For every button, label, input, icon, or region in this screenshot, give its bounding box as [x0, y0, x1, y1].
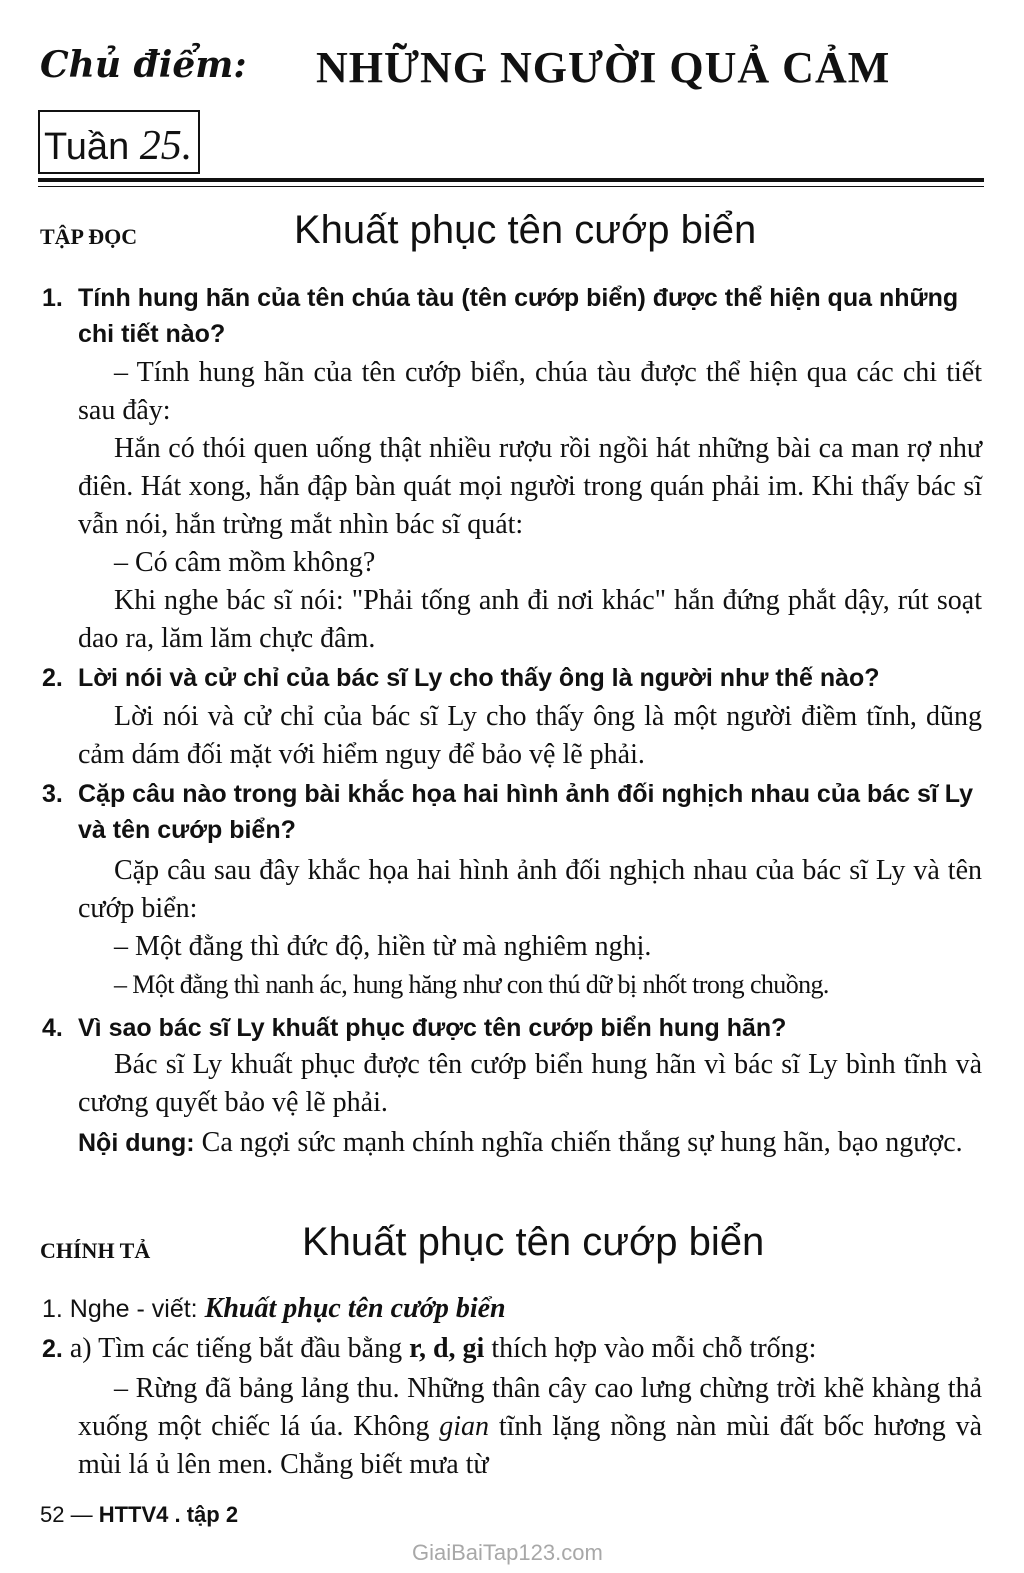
question-3 — [42, 776, 982, 848]
answer-2: Lời nói và cử chỉ của bác sĩ Ly cho thấy ông là một người điềm tĩnh, dũng cảm dám đối mặt với hiểm nguy để bảo vệ lẽ phải. — [78, 701, 982, 770]
question-4 — [42, 1010, 982, 1046]
spelling-passage-pre: – Rừng đã bảng lảng thu. Những thân cây cao lưng chừng trời khẽ khàng thả xuống một chiếc lá úa. Không — [78, 1373, 982, 1442]
week-label: Tuần — [44, 126, 130, 168]
spelling-passage — [78, 1370, 982, 1484]
section-label-spelling: CHÍNH TẢ — [40, 1238, 151, 1263]
question-1-number: 1. — [42, 284, 63, 312]
topic-label: Chủ điểm: — [40, 44, 247, 86]
publication-name: HTTV4 . tập 2 — [98, 1502, 239, 1527]
answer-4: Bác sĩ Ly khuất phục được tên cướp biển hung hãn vì bác sĩ Ly bình tĩnh và cương quyết bảo vệ lẽ phải. — [78, 1049, 982, 1118]
question-2 — [42, 660, 982, 696]
content-text: Ca ngợi sức mạnh chính nghĩa chiến thắng sự hung hãn, bạo ngược. — [201, 1127, 963, 1158]
question-2-text: Lời nói và cử chỉ của bác sĩ Ly cho thấy ông là người như thế nào? — [78, 664, 880, 692]
watermark: GiaiBaiTap123.com — [412, 1540, 603, 1565]
answer-3-line-2: – Một đằng thì nanh ác, hung hăng như con thú dữ bị nhốt trong chuồng. — [114, 970, 829, 999]
section-label-reading: TẬP ĐỌC — [40, 224, 138, 249]
answer-3-intro: Cặp câu sau đây khắc họa hai hình ảnh đối nghịch nhau của bác sĩ Ly và tên cướp biển: — [78, 855, 982, 924]
section-title-reading: Khuất phục tên cướp biển — [294, 208, 757, 252]
week-box — [38, 110, 200, 174]
question-1-text: Tính hung hãn của tên chúa tàu (tên cướp biển) được thể hiện qua những chi tiết nào? — [78, 284, 959, 348]
spelling-item-2-number: 2. — [42, 1335, 63, 1363]
content-summary — [78, 1124, 982, 1162]
question-3-number: 3. — [42, 780, 63, 808]
spelling-item-2-post: thích hợp vào mỗi chỗ trống: — [491, 1333, 817, 1364]
answer-1-end: Khi nghe bác sĩ nói: "Phải tống anh đi nơi khác" hắn đứng phắt dậy, rút soạt dao ra, lăm lăm chực đâm. — [78, 585, 982, 654]
spelling-item-1-title: Khuất phục tên cướp biển — [204, 1293, 506, 1324]
spelling-item-2-letters: r, d, gi — [409, 1333, 485, 1364]
spelling-item-1-prefix: 1. Nghe - viết: — [42, 1295, 198, 1323]
question-1 — [42, 280, 982, 352]
spelling-passage-post: tĩnh lặng nồng nàn mùi đất bốc hương và mùi lá ủ lên men. Chẳng biết mưa từ — [78, 1411, 983, 1480]
question-3-text: Cặp câu nào trong bài khắc họa hai hình ảnh đối nghịch nhau của bác sĩ Ly và tên cướp biển? — [78, 780, 974, 844]
page-number: 52 — — [40, 1502, 93, 1527]
question-2-number: 2. — [42, 664, 63, 692]
divider-thin — [38, 186, 984, 187]
question-4-number: 4. — [42, 1014, 63, 1042]
divider-thick — [38, 178, 984, 182]
answer-1-intro: – Tính hung hãn của tên cướp biển, chúa tàu được thể hiện qua các chi tiết sau đây: — [78, 357, 982, 426]
question-4-text: Vì sao bác sĩ Ly khuất phục được tên cướp biển hung hãn? — [78, 1014, 787, 1042]
answer-1-detail: Hắn có thói quen uống thật nhiều rượu rồi ngồi hát những bài ca man rợ như điên. Hát xong, hắn đập bàn quát mọi người trong quán phải im. Khi thấy bác sĩ vẫn nói, hắn trừng mắt nhìn bác sĩ quát: — [78, 433, 982, 540]
topic-header — [40, 38, 1000, 98]
section-title-spelling: Khuất phục tên cướp biển — [302, 1220, 765, 1264]
week-label-wrap — [44, 123, 193, 169]
topic-title: NHỮNG NGƯỜI QUẢ CẢM — [316, 43, 891, 92]
content-label: Nội dung: — [78, 1129, 195, 1157]
answer-3-line-1: – Một đằng thì đức độ, hiền từ mà nghiêm nghị. — [114, 931, 652, 962]
spelling-item-2 — [42, 1330, 982, 1368]
week-number: 25. — [139, 123, 193, 169]
page-footer — [40, 1502, 238, 1528]
answer-1-quote: – Có câm mồm không? — [114, 547, 376, 578]
spelling-passage-gian: gian — [439, 1411, 490, 1442]
spelling-item-2-pre: a) Tìm các tiếng bắt đầu bằng — [69, 1333, 403, 1364]
spelling-item-1 — [42, 1290, 982, 1328]
